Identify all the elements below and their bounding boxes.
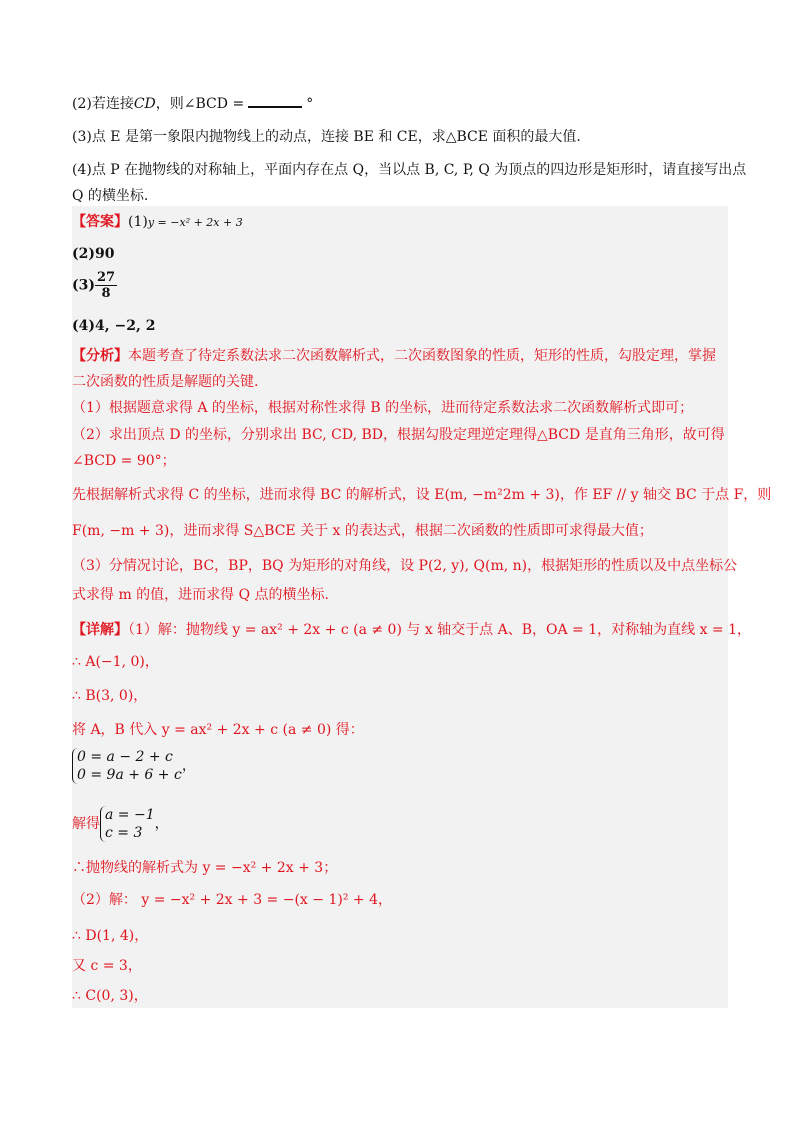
answer-line-1	[72, 212, 243, 233]
analysis-line-6: 先根据解析式求得 C 的坐标，进而求得 BC 的解析式，设 E(m, −m²2m + 3)，作 EF // y 轴交 BC 于点 F，则	[72, 487, 772, 503]
answer-3-fraction	[95, 270, 117, 301]
question-2	[72, 94, 313, 114]
detail-system-2	[72, 806, 169, 842]
analysis-line-8: （3）分情况讨论，BC，BP，BQ 为矩形的对角线，设 P(2, y), Q(m, n)，根据矩形的性质以及中点坐标公	[72, 558, 738, 574]
system-1-eq-2: 0 = 9a + 6 + c	[77, 767, 182, 783]
answer-label: 【答案】	[72, 214, 128, 230]
question-4-line1: (4)点 P 在抛物线的对称轴上，平面内存在点 Q，当以点 B, C, P, Q 为顶点的四边形是矩形时，请直接写出点	[72, 162, 747, 178]
answer-line-3	[72, 270, 117, 301]
fraction-numerator: 27	[97, 270, 116, 285]
detail-text-1: （1）解：抛物线 y = ax² + 2x + c (a ≠ 0) 与 x 轴交于点 A、B，OA = 1，对称轴为直线 x = 1，	[128, 622, 752, 638]
detail-line-7: ∴ D(1, 4)，	[72, 928, 149, 944]
solution-panel	[72, 206, 728, 1008]
q2-suffix: °	[306, 96, 314, 112]
answer-4-values: 4, −2, 2	[95, 318, 156, 334]
detail-line-8: 又 c = 3，	[72, 958, 142, 974]
system-2-end: ，	[154, 816, 169, 832]
system-2-eq-1: a = −1	[105, 807, 155, 823]
analysis-line-1	[72, 346, 716, 366]
analysis-label: 【分析】	[72, 348, 128, 364]
detail-line-5: ∴抛物线的解析式为 y = −x² + 2x + 3；	[72, 860, 338, 876]
detail-line-2: ∴ A(−1, 0)，	[72, 654, 159, 670]
answer-4-prefix: (4)	[72, 318, 95, 334]
system-1-end: ，	[181, 758, 196, 774]
equation-system-1	[72, 748, 182, 784]
system-2-eq-2: c = 3	[105, 825, 143, 841]
analysis-text-1: 本题考查了待定系数法求二次函数解析式，二次函数图象的性质，矩形的性质，勾股定理，掌握	[128, 348, 716, 364]
system-1-eq-1: 0 = a − 2 + c	[77, 749, 173, 765]
answer-1-prefix: (1)	[128, 214, 148, 230]
analysis-line-3: （1）根据题意求得 A 的坐标，根据对称性求得 B 的坐标，进而待定系数法求二次函数解析式即可；	[72, 400, 694, 416]
detail-label: 【详解】	[72, 622, 128, 638]
q2-mid: ，则∠BCD =	[155, 96, 245, 112]
detail-line-1	[72, 620, 751, 640]
detail-line-4: 将 A，B 代入 y = ax² + 2x + c (a ≠ 0) 得：	[72, 722, 364, 738]
answer-line-2: (2)90	[72, 246, 115, 262]
analysis-line-2: 二次函数的性质是解题的关键.	[72, 374, 259, 390]
q2-cd: CD	[133, 96, 156, 112]
solve-prefix: 解得	[72, 816, 100, 832]
equation-system-2	[100, 806, 155, 842]
analysis-line-4: （2）求出顶点 D 的坐标，分别求出 BC, CD, BD，根据勾股定理逆定理得△BCD 是直角三角形，故可得	[72, 427, 725, 443]
analysis-line-7: F(m, −m + 3)，进而求得 S△BCE 关于 x 的表达式，根据二次函数的性质即可求得最大值；	[72, 523, 653, 539]
detail-line-9: ∴ C(0, 3)，	[72, 988, 148, 1004]
detail-line-3: ∴ B(3, 0)，	[72, 688, 148, 704]
fraction-denominator: 8	[101, 286, 111, 301]
answer-1-formula: y = −x² + 2x + 3	[147, 216, 243, 229]
question-3: (3)点 E 是第一象限内抛物线上的动点，连接 BE 和 CE，求△BCE 面积的最大值.	[72, 129, 581, 145]
question-4-line2: Q 的横坐标.	[72, 188, 149, 204]
analysis-line-5: ∠BCD = 90°；	[72, 453, 176, 469]
answer-line-4	[72, 316, 155, 336]
answer-blank	[248, 94, 302, 108]
detail-line-6: （2）解： y = −x² + 2x + 3 = −(x − 1)² + 4，	[72, 892, 392, 908]
answer-3-prefix: (3)	[72, 277, 95, 294]
detail-system-1	[72, 748, 196, 784]
analysis-line-9: 式求得 m 的值，进而求得 Q 点的横坐标.	[72, 587, 330, 603]
q2-prefix: (2)若连接	[72, 96, 134, 112]
